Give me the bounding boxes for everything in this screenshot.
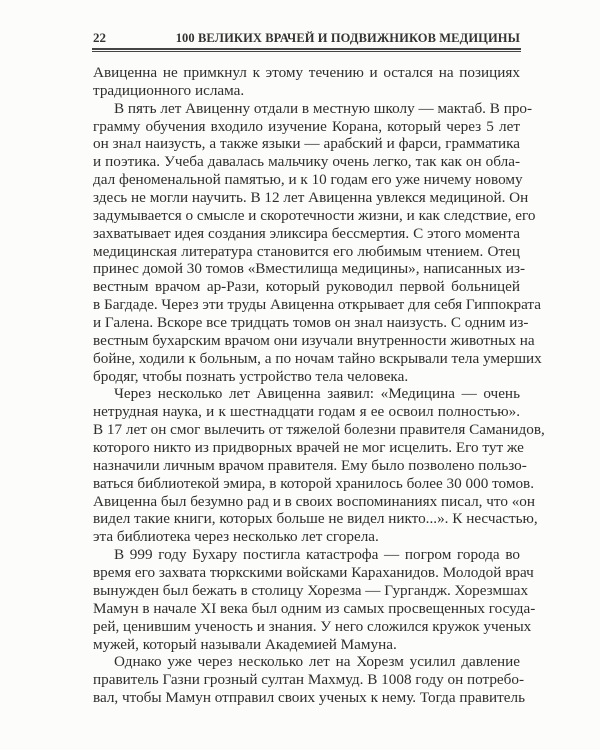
text-line: вестным врачом ар-Рази, который руководил первой больницей bbox=[93, 278, 520, 296]
header-rule-thin bbox=[92, 51, 521, 52]
paragraph bbox=[93, 99, 542, 386]
text-line: грамму обучения входило изучение Корана, который через 5 лет bbox=[93, 117, 520, 135]
text-line: В пять лет Авиценну отдали в местную школу — мактаб. В про- bbox=[114, 99, 533, 117]
paragraph bbox=[93, 653, 526, 707]
paragraph bbox=[93, 385, 545, 546]
page-number: 22 bbox=[93, 30, 106, 45]
paragraph bbox=[93, 546, 536, 653]
text-line: правитель Газни грозный султан Махмуд. В 1008 году он потребо- bbox=[93, 671, 525, 689]
text-line: Через несколько лет Авиценна заявил: «Медицина — очень bbox=[114, 385, 520, 403]
running-header bbox=[93, 30, 520, 46]
text-line: вынужден был бежать в столицу Хорезма — Гургандж. Хорезмшах bbox=[93, 581, 529, 599]
text-line: эта библиотека через несколько лет сгорела. bbox=[93, 528, 379, 546]
text-line: Однако уже через несколько лет на Хорезм усилил давление bbox=[114, 653, 520, 671]
text-line: бродяг, чтобы познать устройство тела человека. bbox=[93, 367, 409, 385]
text-line: традиционного ислама. bbox=[93, 81, 245, 99]
text-line: Авиценна не примкнул к этому течению и остался на позициях bbox=[93, 64, 520, 81]
header-rule-thick bbox=[92, 48, 521, 50]
text-line: и Галена. Вскоре все тридцать томов он знал наизусть. С одним из- bbox=[93, 314, 529, 332]
text-line: В 999 году Бухару постигла катастрофа — погром города во bbox=[114, 546, 520, 564]
text-line: здесь не могли научить. В 12 лет Авиценна увлекся медициной. Он bbox=[93, 189, 529, 207]
page-body-text bbox=[93, 64, 545, 707]
text-line: рей, ценившим ученость и знания. У него сложился кружок ученых bbox=[93, 617, 532, 635]
text-line: вал, чтобы Мамун отправил своих ученых к нему. Тогда правитель bbox=[93, 689, 526, 707]
text-line: задумывается о смысле и скоротечности жизни, и как следствие, его bbox=[93, 206, 536, 224]
text-line: видел такие книги, которых больше не видел никто...». К несчастью, bbox=[93, 510, 538, 528]
text-line: время его захвата тюркскими войсками Караханидов. Молодой врач bbox=[93, 564, 534, 582]
text-line: Мамун в начале XI века был одним из самых просвещенных госуда- bbox=[93, 599, 536, 617]
text-line: и поэтика. Учеба давалась мальчику очень легко, так как он обла- bbox=[93, 153, 520, 171]
text-line: ваться библиотекой эмира, в которой хранилось более 30 000 томов. bbox=[93, 474, 535, 492]
text-line: назначили личным врачом правителя. Ему было позволено пользо- bbox=[93, 456, 527, 474]
text-line: которого никто из придворных врачей не мог исцелить. Его тут же bbox=[93, 439, 524, 457]
text-line: бойне, ходили к больным, а по ночам тайно вскрывали тела умерших bbox=[93, 349, 542, 367]
text-line: вестным бухарским врачом они изучали внутренности животных на bbox=[93, 331, 535, 349]
text-line: В 17 лет он смог вылечить от тяжелой болезни правителя Саманидов, bbox=[93, 421, 545, 439]
text-line: в Багдаде. Через эти труды Авиценна открывает для себя Гиппократа bbox=[93, 296, 541, 314]
text-line: медицинская литература становится его любимым чтением. Отец bbox=[93, 242, 520, 260]
running-title: 100 ВЕЛИКИХ ВРАЧЕЙ И ПОДВИЖНИКОВ МЕДИЦИНЫ bbox=[175, 31, 520, 45]
text-line: дал феноменальной памятью, и к 10 годам его уже ничему новому bbox=[93, 171, 523, 189]
text-line: нетрудная наука, и к шестнадцати годам я ее освоил полностью». bbox=[93, 403, 520, 421]
text-line: Авиценна был безумно рад и в своих воспоминаниях писал, что «он bbox=[93, 492, 536, 510]
text-line: захватывает идея создания эликсира бессмертия. С этого момента bbox=[93, 224, 520, 242]
text-line: мужей, который называли Академией Мамуна. bbox=[93, 635, 397, 653]
text-line: принес домой 30 томов «Вместилища медицины», написанных из- bbox=[93, 260, 525, 278]
text-line: он знал наизусть, а также языки — арабский и фарси, грамматика bbox=[93, 135, 520, 153]
paragraph bbox=[93, 64, 520, 100]
